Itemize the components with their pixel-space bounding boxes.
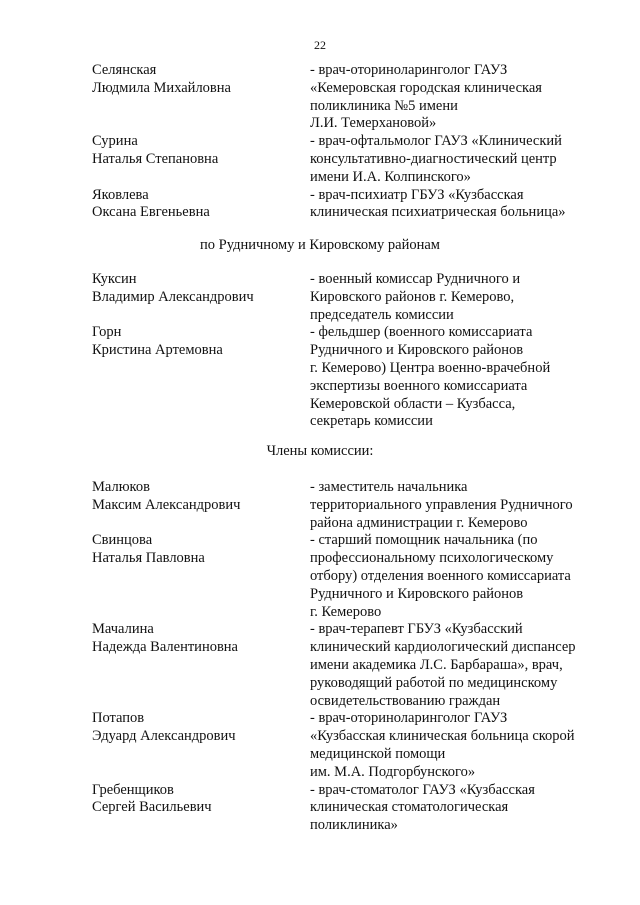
member-role — [310, 187, 590, 223]
member-name — [92, 710, 310, 746]
member-surname: Свинцова — [92, 532, 153, 549]
member-surname: Гребенщиков — [92, 781, 174, 798]
member-name — [92, 62, 310, 98]
member-role-line: - врач-терапевт ГБУЗ «Кузбасский — [310, 621, 523, 638]
member-given-names: Наталья Павловна — [92, 550, 205, 567]
member-name — [92, 271, 310, 307]
member-role-line: - врач-офтальмолог ГАУЗ «Клинический — [310, 133, 562, 150]
member-surname: Куксин — [92, 271, 137, 287]
commission-member-entry — [92, 479, 592, 532]
member-role-line: экспертизы военного комиссариата — [310, 377, 528, 394]
member-name — [92, 187, 310, 223]
member-role-line: клинический кардиологический диспансер — [310, 639, 576, 656]
member-role — [310, 133, 590, 186]
member-role-line: - фельдшер (военного комиссариата — [310, 324, 533, 341]
commission-member-entry — [92, 271, 592, 324]
member-role-line: - старший помощник начальника (по — [310, 532, 538, 549]
member-given-names: Оксана Евгеньевна — [92, 204, 210, 221]
member-role — [310, 532, 590, 621]
member-role-line: имени И.А. Колпинского» — [310, 168, 471, 185]
commission-list-members — [92, 479, 592, 835]
member-role-line: клиническая стоматологическая — [310, 799, 509, 816]
members-heading: Члены комиссии: — [266, 443, 374, 459]
member-role-line: поликлиника» — [310, 817, 398, 834]
member-role-line: отбору) отделения военного комиссариата — [310, 567, 571, 584]
member-role-line: - врач-психиатр ГБУЗ «Кузбасская — [310, 186, 524, 203]
member-role-line: профессиональному психологическому — [310, 550, 554, 567]
section-heading: по Рудничному и Кировскому районам — [200, 237, 440, 253]
member-surname: Малюков — [92, 479, 150, 495]
member-role-line: клиническая психиатрическая больница» — [310, 204, 566, 221]
commission-member-entry — [92, 187, 592, 223]
member-role-line: «Кемеровская городская клиническая — [310, 79, 542, 96]
member-role-line: - врач-оториноларинголог ГАУЗ — [310, 710, 508, 727]
member-role — [310, 62, 590, 133]
member-name — [92, 133, 310, 169]
member-role-line: района администрации г. Кемерово — [310, 514, 528, 531]
member-role-line: председатель комиссии — [310, 306, 454, 323]
commission-member-entry — [92, 532, 592, 621]
page-number: 22 — [314, 38, 326, 52]
member-role — [310, 621, 590, 710]
member-role — [310, 782, 590, 835]
member-role — [310, 324, 590, 431]
member-surname: Сурина — [92, 133, 138, 150]
commission-list-top — [92, 62, 592, 222]
member-role-line: им. М.А. Подгорбунского» — [310, 763, 476, 780]
member-given-names: Сергей Васильевич — [92, 799, 212, 816]
member-surname: Горн — [92, 324, 122, 341]
member-name — [92, 782, 310, 818]
member-role-line: - врач-стоматолог ГАУЗ «Кузбасская — [310, 781, 535, 798]
member-role-line: консультативно-диагностический центр — [310, 150, 557, 167]
member-given-names: Кристина Артемовна — [92, 342, 223, 359]
member-role-line: Рудничного и Кировского районов — [310, 342, 524, 359]
member-role-line: Кировского районов г. Кемерово, — [310, 288, 515, 305]
member-role-line: освидетельствованию граждан — [310, 692, 501, 709]
member-name — [92, 532, 310, 568]
member-name — [92, 479, 310, 515]
member-role-line: Рудничного и Кировского районов — [310, 585, 524, 602]
commission-member-entry — [92, 133, 592, 186]
commission-member-entry — [92, 621, 592, 710]
member-role-line: медицинской помощи — [310, 745, 446, 762]
member-role-line: - заместитель начальника — [310, 479, 468, 495]
commission-list-leadership — [92, 271, 592, 431]
commission-member-entry — [92, 324, 592, 431]
member-surname: Потапов — [92, 710, 145, 727]
member-role-line: г. Кемерово) Центра военно-врачебной — [310, 359, 551, 376]
member-name — [92, 621, 310, 657]
member-given-names: Владимир Александрович — [92, 288, 254, 305]
member-role — [310, 271, 590, 324]
member-role-line: «Кузбасская клиническая больница скорой — [310, 728, 575, 745]
commission-member-entry — [92, 782, 592, 835]
member-role-line: - врач-оториноларинголог ГАУЗ — [310, 62, 508, 78]
member-surname: Селянская — [92, 62, 157, 78]
member-role-line: Л.И. Темерхановой» — [310, 115, 437, 132]
member-given-names: Наталья Степановна — [92, 150, 219, 167]
member-surname: Яковлева — [92, 186, 149, 203]
member-role-line: территориального управления Рудничного — [310, 496, 573, 513]
member-role-line: имени академика Л.С. Барбараша», врач, — [310, 656, 563, 673]
member-given-names: Максим Александрович — [92, 496, 241, 513]
member-role-line: - военный комиссар Рудничного и — [310, 271, 521, 287]
member-role-line: г. Кемерово — [310, 603, 382, 620]
member-given-names: Надежда Валентиновна — [92, 639, 238, 656]
commission-member-entry — [92, 62, 592, 133]
member-role — [310, 710, 590, 781]
member-name — [92, 324, 310, 360]
member-given-names: Людмила Михайловна — [92, 79, 231, 96]
member-given-names: Эдуард Александрович — [92, 728, 236, 745]
member-role-line: поликлиника №5 имени — [310, 97, 458, 114]
member-role-line: Кемеровской области – Кузбасса, — [310, 395, 516, 412]
member-role-line: руководящий работой по медицинскому — [310, 674, 558, 691]
commission-member-entry — [92, 710, 592, 781]
member-role — [310, 479, 590, 532]
member-surname: Мачалина — [92, 621, 154, 638]
member-role-line: секретарь комиссии — [310, 413, 433, 430]
